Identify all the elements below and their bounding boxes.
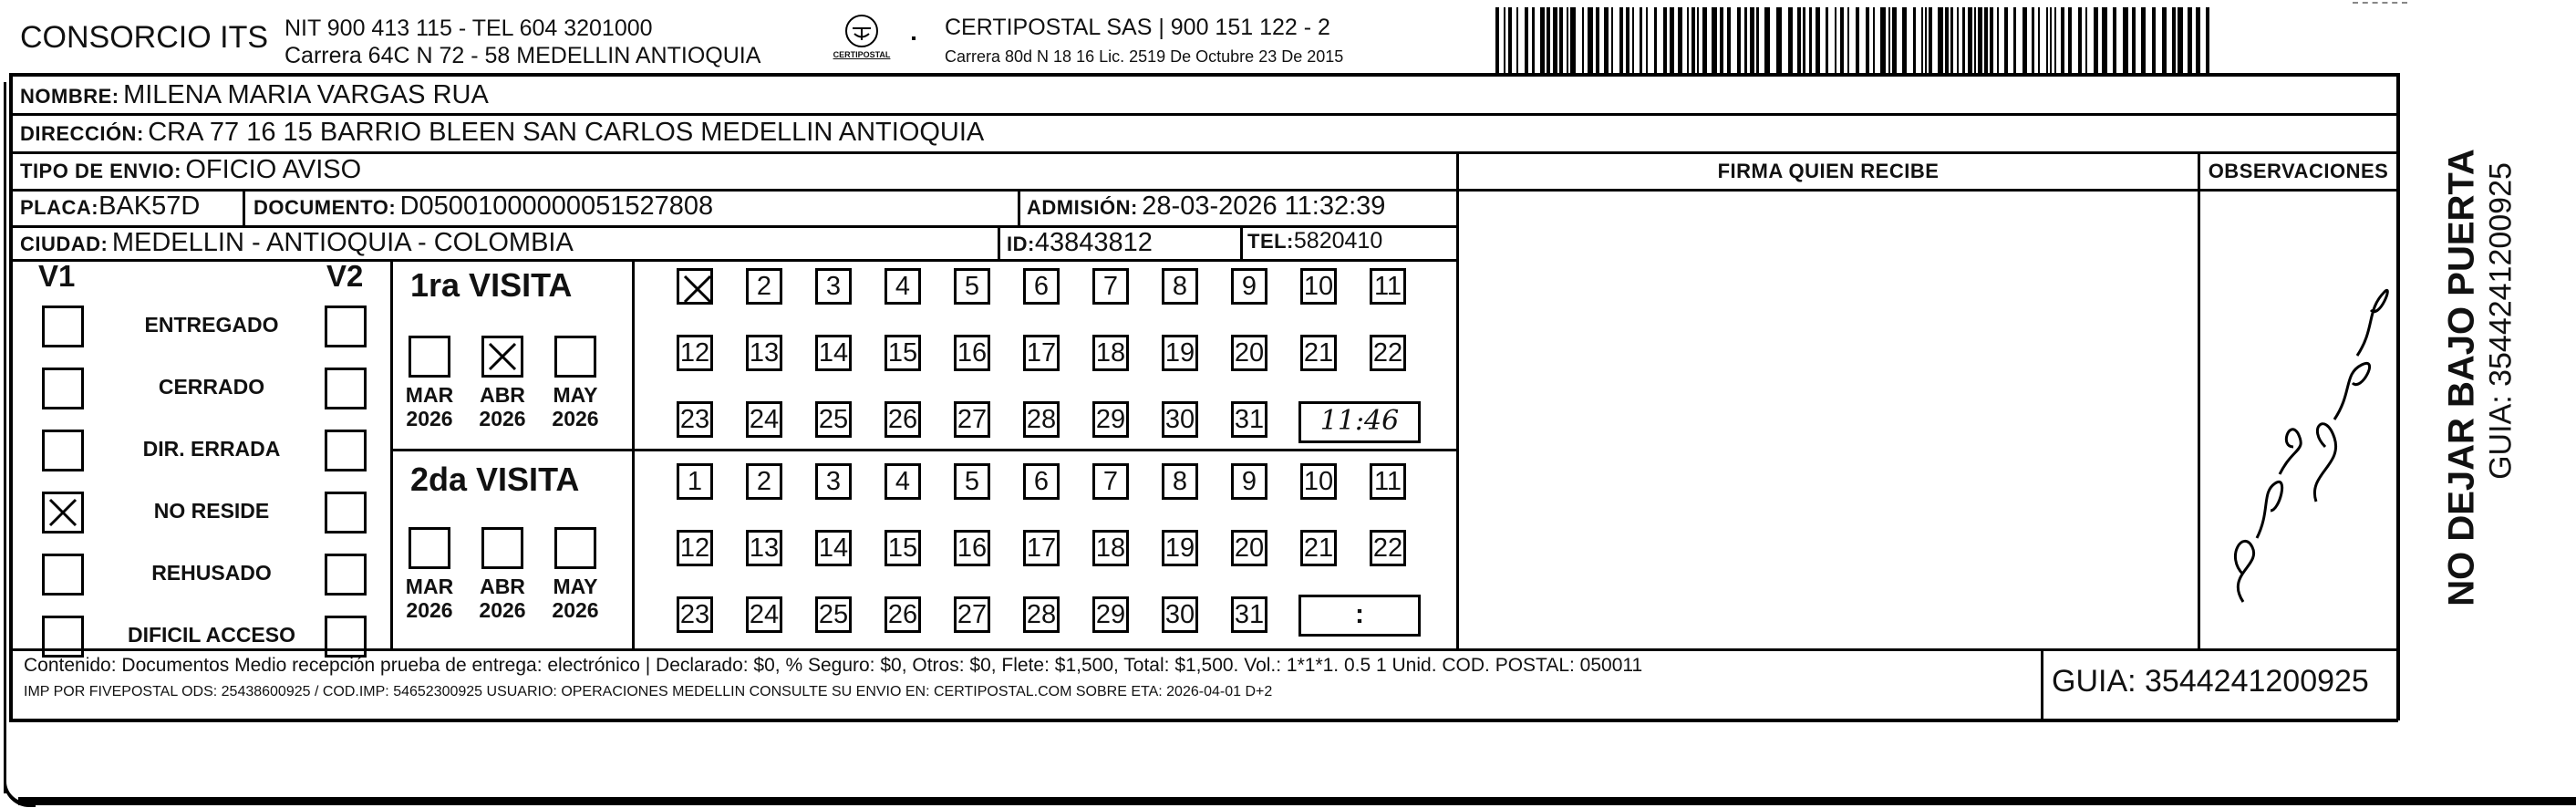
barcode-bar: [2141, 7, 2146, 73]
visita2-month-label: [396, 575, 463, 622]
nombre-row: [20, 80, 489, 110]
month-name: MAY: [553, 575, 598, 598]
barcode-bar: [1547, 7, 1550, 73]
visita1-day-box[interactable]: 5: [954, 268, 990, 305]
certipostal-logo-icon: [842, 13, 882, 49]
visita1-day-box[interactable]: 4: [885, 268, 921, 305]
v1-checkbox[interactable]: [42, 306, 84, 347]
barcode-bar: [2046, 7, 2048, 73]
visita1-day-box[interactable]: 22: [1370, 335, 1406, 371]
barcode-bar: [2172, 7, 2176, 73]
barcode-bar: [1632, 7, 1634, 73]
barcode-bar: [1697, 7, 1699, 73]
visita2-day-box[interactable]: 1: [677, 463, 713, 500]
visita1-month-label: [396, 383, 463, 430]
barcode-bar: [1654, 7, 1657, 73]
v2-checkbox[interactable]: [325, 554, 367, 596]
visita2-month-label: [542, 575, 609, 622]
cross-mark-icon: [679, 271, 716, 307]
visita1-day-box[interactable]: 24: [746, 401, 782, 438]
outer-bottom-curve: [4, 772, 36, 807]
id-row: [1007, 228, 1153, 258]
barcode-bar: [1892, 7, 1897, 73]
visita1-month-checkbox[interactable]: [409, 336, 450, 378]
barcode-bar: [1604, 7, 1609, 73]
barcode-bar: [1702, 7, 1707, 73]
cross-mark-icon: [484, 338, 521, 375]
visita1-day-box[interactable]: 12: [677, 335, 713, 371]
reason-label: CERRADO: [158, 375, 265, 399]
tel-value: 5820410: [1293, 228, 1383, 254]
barcode-bar: [2132, 7, 2136, 73]
placa-label: PLACA:: [20, 196, 99, 219]
barcode-bar: [1921, 7, 1923, 73]
barcode-bar: [1663, 7, 1667, 73]
visita1-day-box[interactable]: [677, 268, 713, 305]
barcode-bar: [1797, 7, 1801, 73]
visita2-day-box[interactable]: 7: [1092, 463, 1129, 500]
visita1-day-box[interactable]: 10: [1300, 268, 1337, 305]
tel-row: [1247, 228, 1382, 254]
firma-header: FIRMA QUIEN RECIBE: [1717, 160, 1940, 182]
visita2-day-box[interactable]: 22: [1370, 530, 1406, 566]
barcode-bar: [2032, 7, 2034, 73]
barcode-bar: [1984, 7, 1988, 73]
footer-imp: IMP POR FIVEPOSTAL ODS: 25438600925 / COD.IMP: 54652300925 USUARIO: OPERACIONES MEDELLIN CONSULTE SU ENVIO EN: CERTIPOSTAL.COM SOBRE ETA: 2026-04-01 D+2: [24, 684, 1273, 699]
v1-label: V1: [38, 259, 76, 293]
v1-checkbox[interactable]: [42, 554, 84, 596]
tipo-value: OFICIO AVISO: [185, 155, 362, 184]
visita2-day-box[interactable]: 2: [746, 463, 782, 500]
visita2-time: :: [1355, 599, 1364, 629]
tipo-row: [20, 155, 361, 185]
visita1-day-box[interactable]: 26: [885, 401, 921, 438]
tel-label: TEL:: [1247, 230, 1294, 253]
barcode-bar: [1880, 7, 1886, 73]
barcode-bar: [1588, 7, 1593, 73]
barcode-bar: [2061, 7, 2064, 73]
frame-left: [9, 73, 13, 720]
visita2-day-box[interactable]: 5: [954, 463, 990, 500]
visita1-day-box[interactable]: 14: [815, 335, 852, 371]
frame-bottom: [9, 719, 2398, 722]
visita2-day-box[interactable]: 3: [815, 463, 852, 500]
barcode-bar: [2054, 7, 2056, 73]
barcode-bar: [2050, 7, 2052, 73]
visita2-day-box[interactable]: 14: [815, 530, 852, 566]
month-name: ABR: [480, 575, 525, 598]
visita2-day-box[interactable]: 17: [1023, 530, 1060, 566]
barcode-bar: [1856, 7, 1859, 73]
visita2-day-box[interactable]: 21: [1300, 530, 1337, 566]
visita1-day-box[interactable]: 31: [1231, 401, 1267, 438]
month-name: MAR: [405, 383, 454, 407]
barcode-bar: [1750, 7, 1754, 73]
barcode-bar: [1764, 7, 1770, 73]
v2-checkbox[interactable]: [325, 430, 367, 471]
visita2-day-box[interactable]: 28: [1023, 596, 1060, 633]
barcode-bar: [1744, 7, 1747, 73]
visita2-day-box[interactable]: 12: [677, 530, 713, 566]
barcode-bar: [1516, 7, 1518, 73]
month-name: MAR: [405, 575, 454, 598]
barcode-bar: [1504, 7, 1505, 73]
barcode-bar: [1888, 7, 1890, 73]
barcode-bar: [2085, 7, 2087, 73]
reason-label: NO RESIDE: [153, 499, 270, 523]
visita1-day-box[interactable]: 13: [746, 335, 782, 371]
barcode-bar: [2178, 7, 2183, 73]
barcode-bar: [1570, 7, 1576, 73]
barcode-bar: [1626, 7, 1629, 73]
visita1-day-box[interactable]: 2: [746, 268, 782, 305]
barcode-bar: [1691, 7, 1695, 73]
documento-value: D05001000000051527808: [399, 192, 714, 221]
visita2-month-label: [469, 575, 536, 622]
visita1-day-box[interactable]: 3: [815, 268, 852, 305]
company-address: Carrera 64C N 72 - 58 MEDELLIN ANTIOQUIA: [284, 43, 761, 68]
visita2-day-box[interactable]: 10: [1300, 463, 1337, 500]
frame-top: [9, 73, 2398, 77]
admision-label: ADMISIÓN:: [1027, 196, 1138, 219]
barcode-bar: [1788, 7, 1793, 73]
barcode-bar: [2023, 7, 2027, 73]
barcode-bar: [1532, 7, 1535, 73]
v2-checkbox[interactable]: [325, 492, 367, 533]
barcode: [1495, 7, 2225, 73]
visita1-title: 1ra VISITA: [410, 266, 573, 304]
visita1-day-box[interactable]: 11: [1370, 268, 1406, 305]
reason-label: DIFICIL ACCESO: [127, 623, 295, 647]
signature: [2207, 237, 2407, 620]
placa-row: [20, 192, 200, 222]
barcode-bar: [1640, 7, 1642, 73]
barcode-bar: [1553, 7, 1557, 73]
visita2-day-box[interactable]: 15: [885, 530, 921, 566]
month-name: MAY: [553, 383, 598, 407]
v2-checkbox[interactable]: [325, 616, 367, 658]
barcode-bar: [1826, 7, 1828, 73]
barcode-bar: [1962, 7, 1965, 73]
visita1-time: 11:46: [1319, 405, 1400, 437]
visita2-day-box[interactable]: 20: [1231, 530, 1267, 566]
visita1-day-box[interactable]: 15: [885, 335, 921, 371]
visita2-day-box[interactable]: 8: [1162, 463, 1198, 500]
visita1-month-label: [542, 383, 609, 430]
certipostal-license: Carrera 80d N 18 16 Lic. 2519 De Octubre 23 De 2015: [945, 47, 1344, 66]
month-year: 2026: [406, 598, 453, 622]
visita2-month-checkbox[interactable]: [481, 527, 523, 569]
barcode-bar: [2196, 7, 2200, 73]
visita1-day-box[interactable]: 19: [1162, 335, 1198, 371]
barcode-bar: [2102, 7, 2107, 73]
v1-checkbox[interactable]: [42, 492, 84, 533]
outer-left: [4, 82, 6, 793]
visita1-day-box[interactable]: 16: [954, 335, 990, 371]
v2-label: V2: [326, 259, 364, 293]
barcode-bar: [1950, 7, 1953, 73]
barcode-bar: [1678, 7, 1682, 73]
barcode-bar: [1957, 7, 1959, 73]
barcode-bar: [1913, 7, 1916, 73]
barcode-bar: [1619, 7, 1623, 73]
visita1-month-checkbox[interactable]: [481, 336, 523, 378]
visita1-day-box[interactable]: 7: [1092, 268, 1129, 305]
barcode-bar: [1646, 7, 1648, 73]
barcode-bar: [1687, 7, 1689, 73]
barcode-bar: [1670, 7, 1674, 73]
barcode-bar: [1756, 7, 1759, 73]
month-year: 2026: [479, 407, 526, 430]
outer-bottom: [18, 797, 2576, 805]
visita1-day-box[interactable]: 8: [1162, 268, 1198, 305]
visita2-day-box[interactable]: 24: [746, 596, 782, 633]
barcode-bar: [1559, 7, 1563, 73]
barcode-bar: [2188, 7, 2192, 73]
visita2-day-box[interactable]: 16: [954, 530, 990, 566]
barcode-bar: [1582, 7, 1584, 73]
barcode-bar: [1968, 7, 1972, 73]
visita1-month-label: [469, 383, 536, 430]
nombre-value: MILENA MARIA VARGAS RUA: [123, 80, 489, 109]
ciudad-label: CIUDAD:: [20, 233, 109, 255]
barcode-bar: [1990, 7, 1993, 73]
visita1-day-box[interactable]: 28: [1023, 401, 1060, 438]
barcode-bar: [1847, 7, 1849, 73]
visita2-month-checkbox[interactable]: [409, 527, 450, 569]
barcode-bar: [1540, 7, 1545, 73]
barcode-bar: [2113, 7, 2116, 73]
barcode-bar: [2162, 7, 2167, 73]
visita2-day-box[interactable]: 9: [1231, 463, 1267, 500]
visita2-day-box[interactable]: 4: [885, 463, 921, 500]
visita1-month-checkbox[interactable]: [554, 336, 596, 378]
footer-guia: GUIA: 3544241200925: [2052, 664, 2369, 699]
barcode-bar: [1997, 7, 1999, 73]
visita1-day-box[interactable]: 9: [1231, 268, 1267, 305]
visita2-day-box[interactable]: 31: [1231, 596, 1267, 633]
dot-separator: [912, 36, 916, 40]
barcode-bar: [1929, 7, 1932, 73]
barcode-bar: [1596, 7, 1599, 73]
visita1-day-box[interactable]: 29: [1092, 401, 1129, 438]
barcode-bar: [2123, 7, 2128, 73]
visita1-day-box[interactable]: 21: [1300, 335, 1337, 371]
visita1-day-box[interactable]: 6: [1023, 268, 1060, 305]
documento-label: DOCUMENTO:: [253, 196, 397, 219]
side-warning: NO DEJAR BAJO PUERTA: [2441, 149, 2482, 606]
admision-row: [1027, 192, 1385, 222]
visita1-day-box[interactable]: 20: [1231, 335, 1267, 371]
documento-row: [253, 192, 713, 222]
reason-label: DIR. ERRADA: [142, 437, 281, 461]
certipostal-logo: [821, 13, 903, 67]
visita2-day-box[interactable]: 6: [1023, 463, 1060, 500]
footer-contenido: Contenido: Documentos Medio recepción prueba de entrega: electrónico | Declarado: $0, % Seguro: $0, Otros: $0, Flete: $1,500, Total: $1,500. Vol.: 1*1*1. 0.5 1 Unid. COD. POSTAL: 050011: [24, 655, 1643, 676]
barcode-bar: [1873, 7, 1875, 73]
ciudad-value: MEDELLIN - ANTIOQUIA - COLOMBIA: [111, 228, 574, 257]
ciudad-row: [20, 228, 574, 258]
visita2-day-box[interactable]: 26: [885, 596, 921, 633]
month-year: 2026: [552, 598, 599, 622]
side-guia: GUIA: 3544241200925: [2483, 162, 2519, 480]
barcode-bar: [2068, 7, 2072, 73]
barcode-bar: [1840, 7, 1844, 73]
visita1-day-box[interactable]: 27: [954, 401, 990, 438]
visita1-day-box[interactable]: 17: [1023, 335, 1060, 371]
barcode-bar: [2078, 7, 2082, 73]
top-dashes: [2353, 2, 2407, 5]
barcode-bar: [1902, 7, 1907, 73]
observaciones-header: OBSERVACIONES: [2208, 160, 2389, 182]
visita1-day-box[interactable]: 23: [677, 401, 713, 438]
logo-text: CERTIPOSTAL: [833, 50, 891, 59]
barcode-bar: [1525, 7, 1528, 73]
barcode-bar: [1737, 7, 1741, 73]
cross-mark-icon: [45, 494, 81, 531]
barcode-bar: [1925, 7, 1927, 73]
barcode-bar: [2094, 7, 2098, 73]
month-year: 2026: [479, 598, 526, 622]
visita2-month-checkbox[interactable]: [554, 527, 596, 569]
v1-checkbox[interactable]: [42, 430, 84, 471]
reason-label: REHUSADO: [151, 561, 272, 585]
barcode-bar: [2206, 7, 2209, 73]
visita1-day-box[interactable]: 25: [815, 401, 852, 438]
reason-label: ENTREGADO: [144, 313, 279, 337]
month-year: 2026: [406, 407, 453, 430]
barcode-bar: [1866, 7, 1869, 73]
id-value: 43843812: [1034, 228, 1153, 257]
tipo-label: TIPO DE ENVIO:: [20, 160, 181, 182]
visita2-title: 2da VISITA: [410, 461, 580, 498]
barcode-bar: [1816, 7, 1820, 73]
barcode-bar: [1508, 7, 1512, 73]
barcode-bar: [1495, 7, 1499, 73]
visita2-day-box[interactable]: 13: [746, 530, 782, 566]
visita2-day-box[interactable]: 23: [677, 596, 713, 633]
visita2-day-box[interactable]: 18: [1092, 530, 1129, 566]
nombre-label: NOMBRE:: [20, 85, 119, 108]
barcode-bar: [1776, 7, 1782, 73]
barcode-bar: [2152, 7, 2156, 73]
visita2-day-box[interactable]: 19: [1162, 530, 1198, 566]
company-name: CONSORCIO ITS: [20, 20, 269, 55]
barcode-bar: [2004, 7, 2008, 73]
barcode-bar: [1835, 7, 1836, 73]
visita1-day-box[interactable]: 18: [1092, 335, 1129, 371]
barcode-bar: [1938, 7, 1943, 73]
month-year: 2026: [552, 407, 599, 430]
visita2-day-box[interactable]: 29: [1092, 596, 1129, 633]
v2-checkbox[interactable]: [325, 368, 367, 409]
visita2-day-box[interactable]: 25: [815, 596, 852, 633]
barcode-bar: [1945, 7, 1949, 73]
barcode-bar: [1974, 7, 1976, 73]
visita1-day-box[interactable]: 30: [1162, 401, 1198, 438]
v1-checkbox[interactable]: [42, 368, 84, 409]
visita2-time-box[interactable]: [1298, 595, 1421, 637]
certipostal-nit: CERTIPOSTAL SAS | 900 151 122 - 2: [945, 15, 1330, 40]
direccion-value: CRA 77 16 15 BARRIO BLEEN SAN CARLOS MEDELLIN ANTIOQUIA: [148, 118, 985, 147]
barcode-bar: [2013, 7, 2016, 73]
v2-checkbox[interactable]: [325, 306, 367, 347]
direccion-label: DIRECCIÓN:: [20, 122, 144, 145]
company-nit: NIT 900 413 115 - TEL 604 3201000: [284, 16, 653, 41]
barcode-bar: [1567, 7, 1568, 73]
barcode-bar: [1712, 7, 1717, 73]
visita2-day-box[interactable]: 27: [954, 596, 990, 633]
barcode-bar: [1809, 7, 1812, 73]
barcode-bar: [2038, 7, 2040, 73]
barcode-bar: [1611, 7, 1613, 73]
barcode-bar: [1727, 7, 1731, 73]
placa-value: BAK57D: [98, 192, 201, 221]
visita1-time-box[interactable]: [1298, 401, 1421, 443]
v1-checkbox[interactable]: [42, 616, 84, 658]
barcode-bar: [1803, 7, 1805, 73]
admision-value: 28-03-2026 11:32:39: [1142, 192, 1386, 221]
visita2-day-box[interactable]: 11: [1370, 463, 1406, 500]
id-label: ID:: [1007, 233, 1035, 255]
visita2-day-box[interactable]: 30: [1162, 596, 1198, 633]
direccion-row: [20, 118, 984, 148]
month-name: ABR: [480, 383, 525, 407]
barcode-bar: [1978, 7, 1982, 73]
barcode-bar: [1720, 7, 1723, 73]
